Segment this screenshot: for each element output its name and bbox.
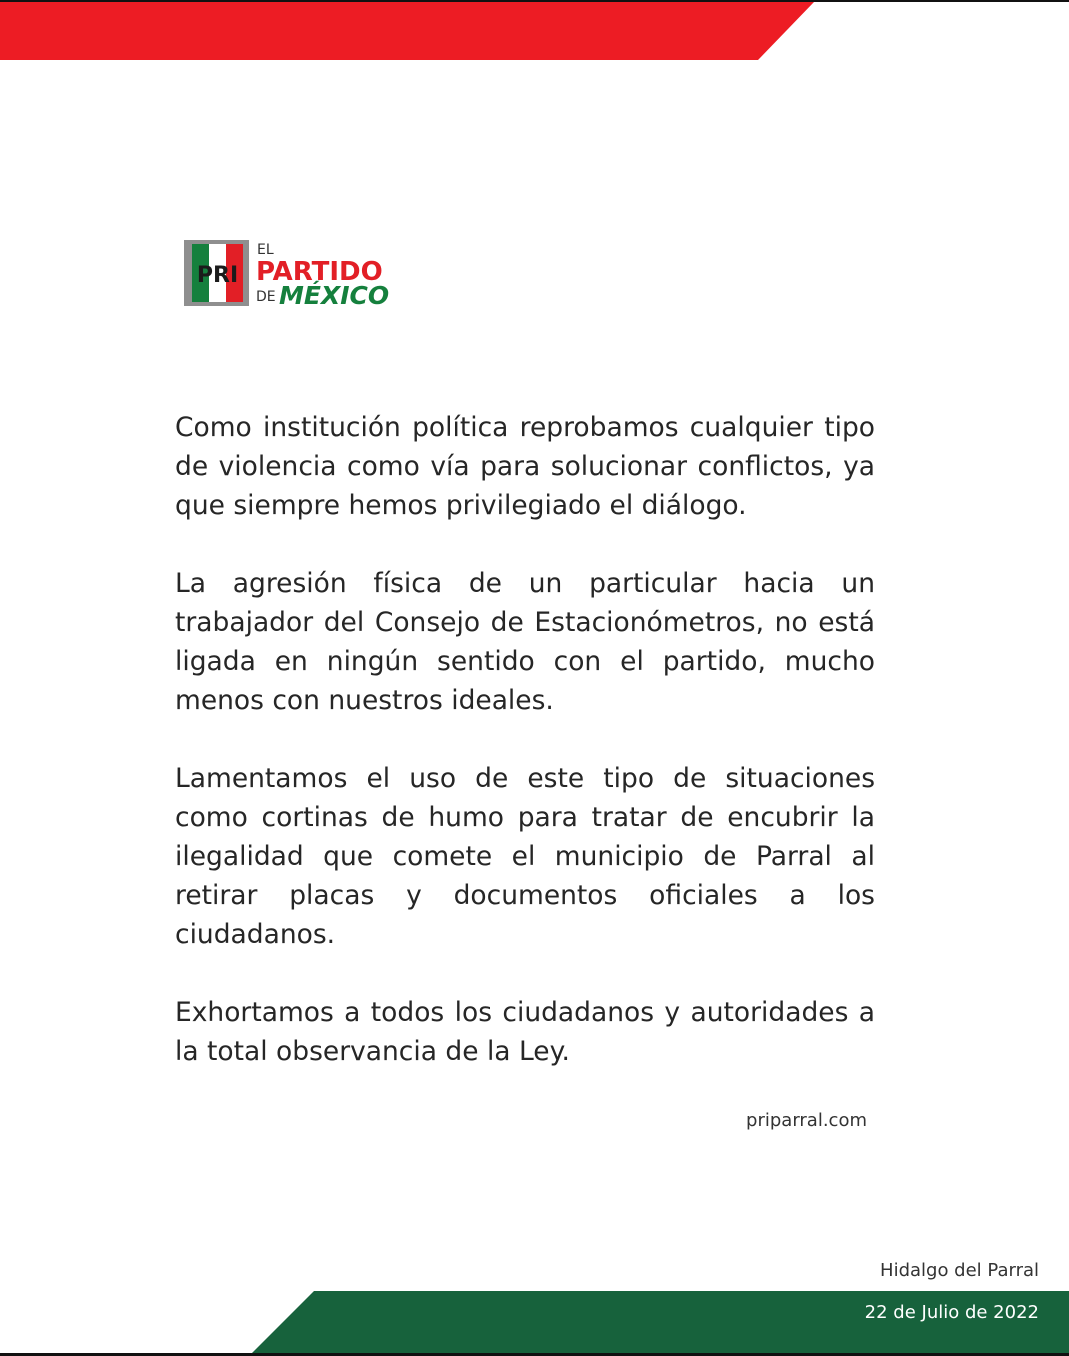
logo-line-mexico: MÉXICO (279, 281, 390, 310)
red-header-band (0, 2, 814, 60)
logo-line-partido: PARTIDO (256, 257, 383, 287)
statement-body (175, 408, 875, 1110)
place-label: Hidalgo del Parral (880, 1260, 1039, 1281)
date-label: 22 de Julio de 2022 (864, 1302, 1039, 1323)
statement-paragraph-2: La agresión física de un particular hacia un trabajador del Consejo de Estacionómetros, no está ligada en ningún sentido con el partido, mucho menos con nuestros ideales. (175, 568, 875, 716)
logo-line-de: DE (256, 289, 276, 305)
logo-line-el: EL (257, 242, 274, 258)
statement-paragraph-4: Exhortamos a todos los ciudadanos y autoridades a la total observancia de la Ley. (175, 997, 875, 1067)
website-link[interactable]: priparral.com (746, 1110, 867, 1131)
statement-paragraph-3: Lamentamos el uso de este tipo de situaciones como cortinas de humo para tratar de encubrir la ilegalidad que comete el municipio de Parral al retirar placas y documentos oficiales a los ciudadanos. (175, 763, 875, 950)
logo-emblem-text: PRI (196, 263, 239, 288)
pri-logo (182, 238, 412, 316)
statement-paragraph-1: Como institución política reprobamos cualquier tipo de violencia como vía para solucionar conflictos, ya que siempre hemos privilegiado el diálogo. (175, 412, 875, 521)
